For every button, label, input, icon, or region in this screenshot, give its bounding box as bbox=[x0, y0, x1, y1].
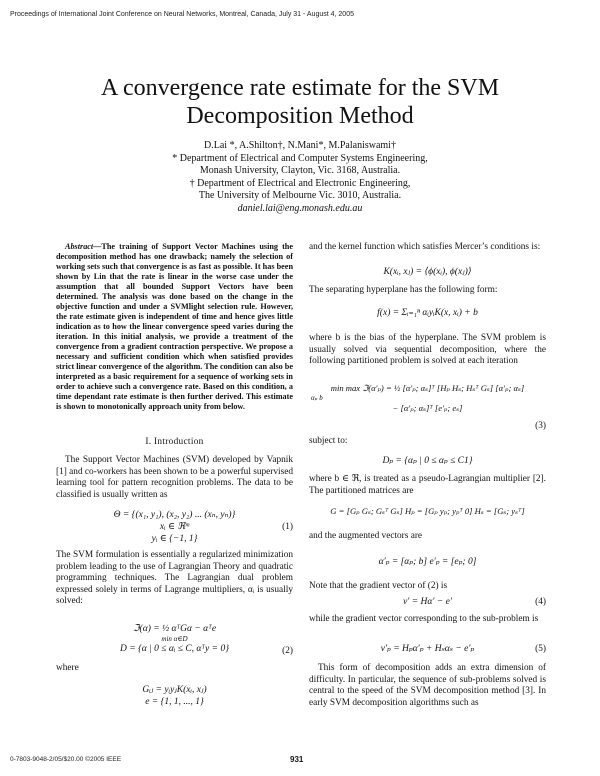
author-email: daniel.lai@eng.monash.edu.au bbox=[237, 202, 363, 214]
equation-3-subscript: αₚ b bbox=[311, 394, 323, 402]
equation-kernel: K(xᵢ, xⱼ) = ⟨ϕ(xᵢ), ϕ(xⱼ)⟩ bbox=[383, 267, 472, 277]
right-paragraph-2: The separating hyperplane has the following form: bbox=[309, 285, 498, 295]
right-paragraph-5: and the augmented vectors are bbox=[309, 531, 423, 541]
section-heading-introduction: I. Introduction bbox=[145, 437, 204, 447]
title-line-1: A convergence rate estimate for the SVM bbox=[100, 75, 500, 101]
right-paragraph-3: where b is the bias of the hyperplane. The SVM problem is usually solved via sequential decomposition, where the following partitioned problem is solved at each iteration bbox=[309, 333, 546, 367]
equation-4-number: (4) bbox=[535, 597, 546, 607]
equation-1-line-1: Θ = {(x₁, y₁), (x₂, y₂) ... (xₙ, yₙ)} bbox=[113, 510, 236, 520]
equation-g-line-2: e = {1, 1, ..., 1} bbox=[145, 697, 204, 707]
author-names: D.Lai *, A.Shilton†, N.Mani*, M.Palaniswami† bbox=[204, 140, 396, 151]
equation-matrices: G = [Gₚ Gₛ; Gₛᵀ Gₛ] Hₚ = [Gₚ yₚ; yₚᵀ 0] Hₛ = [Gₛ; yₛᵀ] bbox=[330, 506, 525, 516]
right-paragraph-1: and the kernel function which satisfies Mercer’s conditions is: bbox=[309, 242, 541, 252]
equation-2-line-2: D = {α | 0 ≤ αᵢ ≤ C, αᵀy = 0} bbox=[119, 644, 229, 654]
affiliation-1-line-1: * Department of Electrical and Computer Systems Engineering, bbox=[172, 152, 428, 164]
equation-3 bbox=[309, 383, 546, 433]
equation-5 bbox=[309, 643, 546, 655]
equation-1-line-2: xᵢ ∈ ℜᵐ bbox=[159, 522, 190, 532]
affiliation-1-line-2: Monash University, Clayton, Vic. 3168, Australia. bbox=[199, 165, 401, 176]
author-block bbox=[60, 140, 540, 215]
equation-1 bbox=[56, 509, 293, 549]
intro-paragraph-1: The Support Vector Machines (SVM) developed by Vapnik [1] and co-workers has been shown to be a powerful supervised learning tool for pattern recognition problems. The data to be classified is usually written as bbox=[56, 455, 293, 500]
equation-dp: Dₚ = {αₚ | 0 ≤ αₚ ≤ C1} bbox=[382, 456, 473, 466]
equation-hyperplane: f(x) = Σᵢ₌₁ⁿ αᵢyᵢK(x, xᵢ) + b bbox=[377, 308, 478, 318]
right-paragraph-6: Note that the gradient vector of (2) is bbox=[309, 581, 448, 591]
page-number: 931 bbox=[290, 755, 304, 764]
equation-augmented: α′ₚ = [αₚ; b] e′ₚ = [eₚ; 0] bbox=[378, 557, 477, 567]
equation-1-line-3: yᵢ ∈ {−1, 1} bbox=[151, 534, 198, 544]
equation-4-body: v′ = Hα′ − e′ bbox=[403, 597, 452, 607]
affiliation-2-line-1: † Department of Electrical and Electronic Engineering, bbox=[189, 177, 411, 189]
equation-3-line-1: min max ℑ(α′ₚ) = ½ [α′ₚ; αₛ]ᵀ [Hₚ Hₛ; Hₛᵀ Gₛ] [α′ₚ; αₛ] bbox=[330, 383, 525, 393]
paper-title bbox=[40, 74, 560, 130]
abstract-label: Abstract— bbox=[65, 242, 102, 251]
affiliation-2-line-2: The University of Melbourne Vic. 3010, Australia. bbox=[198, 190, 402, 201]
equation-4 bbox=[309, 596, 546, 608]
abstract-text: The training of Support Vector Machines using the decomposition method has one drawback; namely the selection of working sets such that convergence is as fast as possible. It has been shown by Lin that the rate is linear in the worse case under the assumption that all bounded Support Vectors have been determined. The analysis was done based on the change in the objective function and under a SVMlight selection rule. However, the rate estimate given is independent of time and hence gives little indication as to how the linear convergence speed varies during the iteration. In this initial analysis, we provide a treatment of the convergence from a gradient contraction perspective. We propose a necessary and sufficient condition which when satisfied provides strict linear convergence of the algorithm. The condition can also be interpreted as a basic requirement for a sequence of working sets in order to achieve such a convergence rate. Based on this condition, a time dependant rate estimate is then further derived. This estimate is shown to monotonically approach unity from below. bbox=[56, 242, 293, 411]
equation-3-number: (3) bbox=[535, 421, 546, 431]
equation-2 bbox=[56, 623, 293, 659]
equation-2-line-1: ℑ(α) = ½ αᵀGα − αᵀe bbox=[132, 624, 217, 634]
right-paragraph-4: where b ∈ ℜ, is treated as a pseudo-Lagrangian multiplier [2]. The partitioned matrices are bbox=[309, 474, 546, 496]
right-paragraph-8: This form of decomposition adds an extra dimension of difficulty. In particular, the sequence of sub-problems solved is central to the speed of the SVM decomposition method [3]. In early SVM decomposition algorithms such as bbox=[309, 663, 546, 708]
subject-to: subject to: bbox=[309, 436, 348, 446]
right-paragraph-7: while the gradient vector corresponding to the sub-problem is bbox=[309, 614, 539, 624]
equation-g-line-1: Gᵢⱼ = yᵢyⱼK(xᵢ, xⱼ) bbox=[142, 685, 207, 695]
where-text: where bbox=[56, 663, 79, 673]
equation-g bbox=[56, 684, 293, 708]
abstract bbox=[56, 242, 293, 412]
running-header: Proceedings of International Joint Conference on Neural Networks, Montreal, Canada, July 31 - August 4, 2005 bbox=[10, 11, 354, 18]
equation-5-number: (5) bbox=[535, 644, 546, 654]
equation-2-number: (2) bbox=[282, 646, 293, 656]
equation-1-number: (1) bbox=[282, 522, 293, 532]
intro-paragraph-2: The SVM formulation is essentially a regularized minimization problem leading to the use of Lagrangian Theory and quadratic programming techniques. The Lagrangian dual problem expressed solely in terms of Lagrange multipliers, αᵢ is usually solved: bbox=[56, 550, 293, 607]
equation-3-line-2: − [α′ₚ; αₛ]ᵀ [e′ₚ; eₛ] bbox=[392, 403, 463, 413]
footer-isbn: 0-7803-9048-2/05/$20.00 ©2005 IEEE bbox=[10, 756, 122, 763]
equation-5-body: v′ₚ = Hₚα′ₚ + Hₛαₛ − e′ₚ bbox=[380, 644, 475, 654]
equation-2-subscript: min α∈D bbox=[161, 635, 188, 643]
title-line-2: Decomposition Method bbox=[186, 103, 414, 129]
